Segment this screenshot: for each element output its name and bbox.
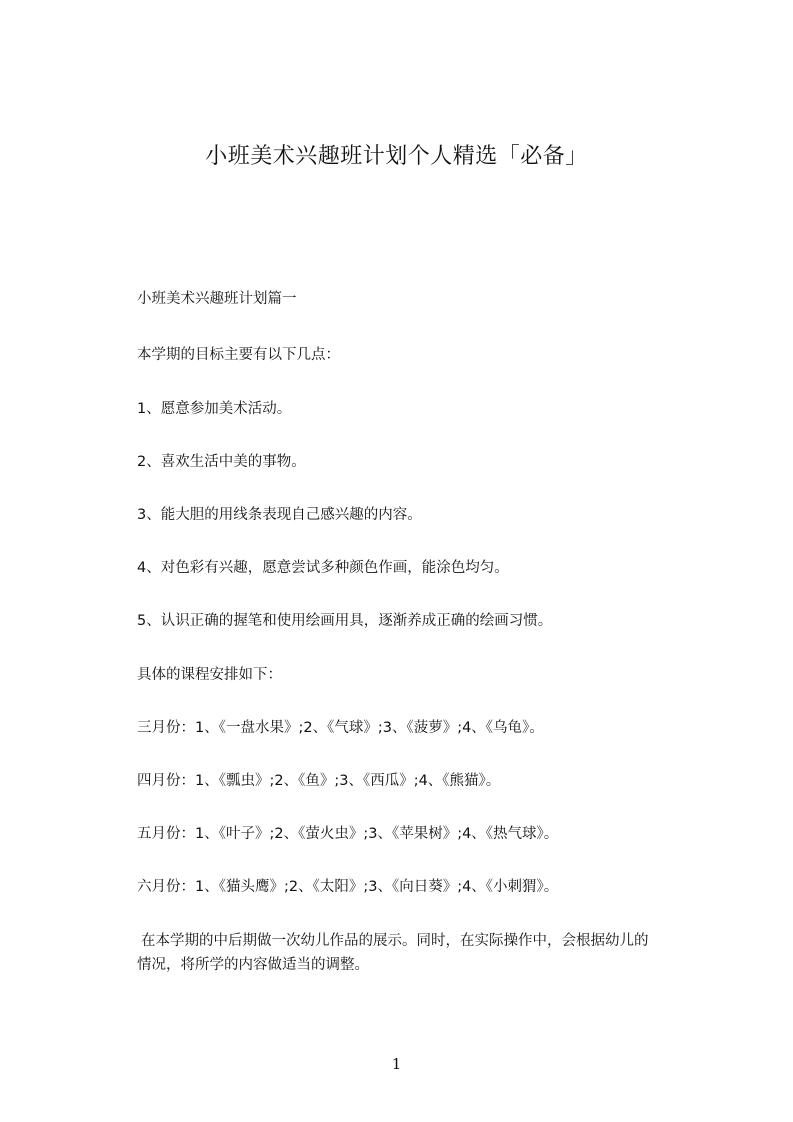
- goal-item: 2、喜欢生活中美的事物。: [137, 454, 306, 470]
- schedule-intro: 具体的课程安排如下：: [137, 667, 282, 683]
- schedule-item: 五月份：1、《叶子》;2、《萤火虫》;3、《苹果树》;4、《热气球》。: [137, 826, 559, 842]
- goal-item: 5、认识正确的握笔和使用绘画用具，逐渐养成正确的绘画习惯。: [137, 613, 553, 629]
- goal-item: 4、对色彩有兴趣，愿意尝试多种颜色作画，能涂色均匀。: [137, 560, 509, 576]
- closing-line-1: 在本学期的中后期做一次幼儿作品的展示。同时，在实际操作中，会根据幼儿的: [141, 933, 649, 949]
- page-number: 1: [391, 1055, 402, 1073]
- goal-item: 1、愿意参加美术活动。: [137, 401, 292, 417]
- schedule-item: 六月份：1、《猫头鹰》;2、《太阳》;3、《向日葵》;4、《小刺猬》。: [137, 879, 559, 895]
- section-heading: 小班美术兴趣班计划篇一: [137, 291, 297, 307]
- schedule-item: 四月份：1、《瓢虫》;2、《鱼》;3、《西瓜》;4、《熊猫》。: [137, 773, 501, 789]
- document-title: 小班美术兴趣班计划个人精选「必备」: [205, 144, 588, 169]
- schedule-item: 三月份：1、《一盘水果》;2、《气球》;3、《菠萝》;4、《乌龟》。: [137, 720, 544, 736]
- closing-line-2: 情况，将所学的内容做适当的调整。: [137, 957, 369, 973]
- closing-paragraph: [137, 929, 705, 977]
- goal-item: 3、能大胆的用线条表现自己感兴趣的内容。: [137, 507, 422, 523]
- intro-text: 本学期的目标主要有以下几点：: [137, 347, 340, 363]
